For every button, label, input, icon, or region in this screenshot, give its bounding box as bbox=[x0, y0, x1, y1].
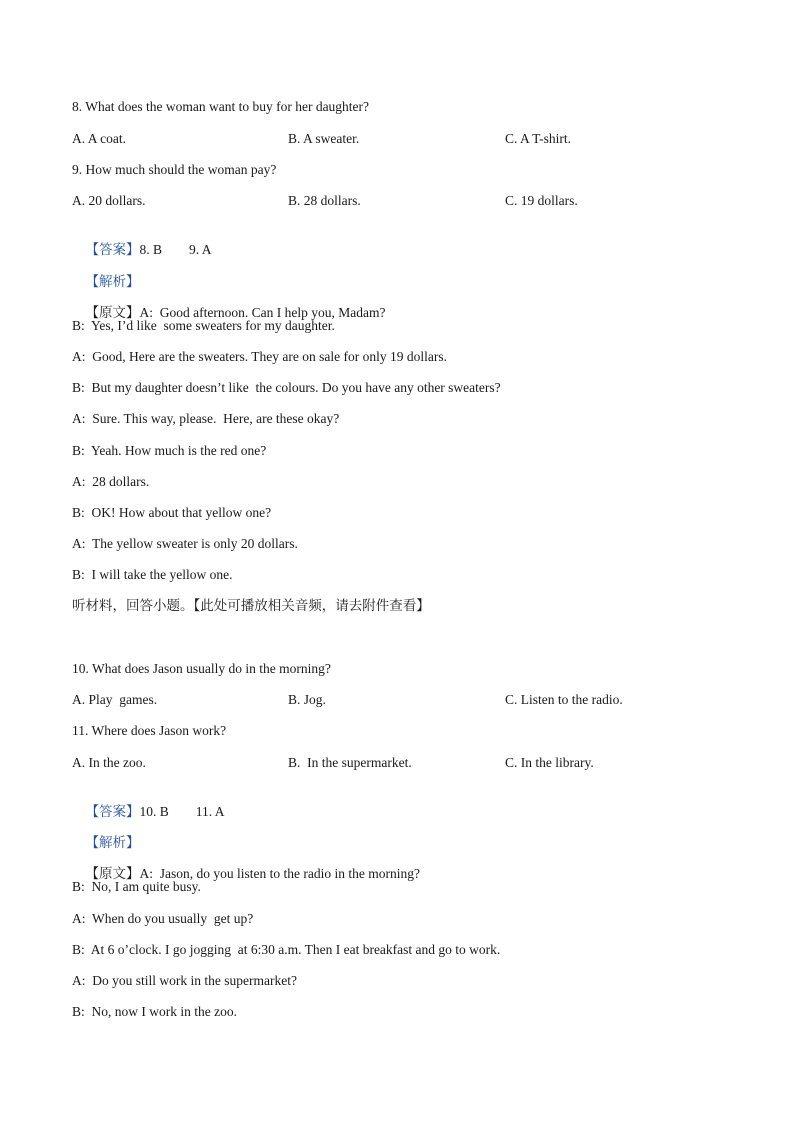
q9-option-a: A. 20 dollars. bbox=[72, 193, 146, 208]
transcript-line: A: 28 dollars. bbox=[72, 474, 150, 489]
transcript-line: A: Do you still work in the supermarket? bbox=[72, 973, 297, 988]
q9-option-b: B. 28 dollars. bbox=[288, 193, 361, 208]
answer-values: 10. B 11. A bbox=[139, 804, 225, 819]
q10-option-c: C. Listen to the radio. bbox=[505, 692, 623, 707]
question-8: 8. What does the woman want to buy for her daughter? bbox=[72, 99, 370, 114]
q11-option-a: A. In the zoo. bbox=[72, 755, 146, 770]
question-9: 9. How much should the woman pay? bbox=[72, 162, 277, 177]
transcript-line: B: At 6 o’clock. I go jogging at 6:30 a.m. Then I eat breakfast and go to work. bbox=[72, 942, 501, 957]
transcript-line: A: Good, Here are the sweaters. They are on sale for only 19 dollars. bbox=[72, 349, 448, 364]
transcript-tag: 【原文】 bbox=[85, 305, 140, 321]
analysis-tag: 【解析】 bbox=[85, 835, 140, 851]
transcript-line: B: OK! How about that yellow one? bbox=[72, 505, 272, 520]
transcript-line: A: Sure. This way, please. Here, are these okay? bbox=[72, 411, 340, 426]
transcript-text: A: Jason, do you listen to the radio in the morning? bbox=[139, 866, 420, 881]
q8-option-b: B. A sweater. bbox=[288, 131, 360, 146]
answer-values: 8. B 9. A bbox=[139, 242, 212, 257]
answer-tag: 【答案】 bbox=[85, 242, 140, 258]
question-11: 11. Where does Jason work? bbox=[72, 723, 227, 738]
transcript-line: B: I will take the yellow one. bbox=[72, 567, 233, 582]
q8-option-a: A. A coat. bbox=[72, 131, 126, 146]
transcript-line: A: When do you usually get up? bbox=[72, 911, 254, 926]
analysis-tag: 【解析】 bbox=[85, 274, 140, 290]
transcript-line: B: No, I am quite busy. bbox=[72, 879, 201, 894]
transcript-tag: 【原文】 bbox=[85, 866, 140, 882]
q11-option-c: C. In the library. bbox=[505, 755, 594, 770]
transcript-text: A: Good afternoon. Can I help you, Madam? bbox=[139, 305, 386, 320]
q11-option-b: B. In the supermarket. bbox=[288, 755, 412, 770]
transcript-line: B: Yes, I’d like some sweaters for my daughter. bbox=[72, 318, 335, 333]
q10-option-b: B. Jog. bbox=[288, 692, 326, 707]
transcript-line: B: Yeah. How much is the red one? bbox=[72, 443, 267, 458]
transcript-line: A: The yellow sweater is only 20 dollars. bbox=[72, 536, 298, 551]
answer-tag: 【答案】 bbox=[85, 804, 140, 820]
q10-option-a: A. Play games. bbox=[72, 692, 158, 707]
q9-option-c: C. 19 dollars. bbox=[505, 193, 578, 208]
transcript-line: B: No, now I work in the zoo. bbox=[72, 1004, 237, 1019]
transcript-line: B: But my daughter doesn’t like the colours. Do you have any other sweaters? bbox=[72, 380, 501, 395]
listening-instruction: 听材料，回答小题。【此处可播放相关音频，请去附件查看】 bbox=[72, 598, 430, 614]
q8-option-c: C. A T-shirt. bbox=[505, 131, 572, 146]
question-10: 10. What does Jason usually do in the morning? bbox=[72, 661, 331, 676]
